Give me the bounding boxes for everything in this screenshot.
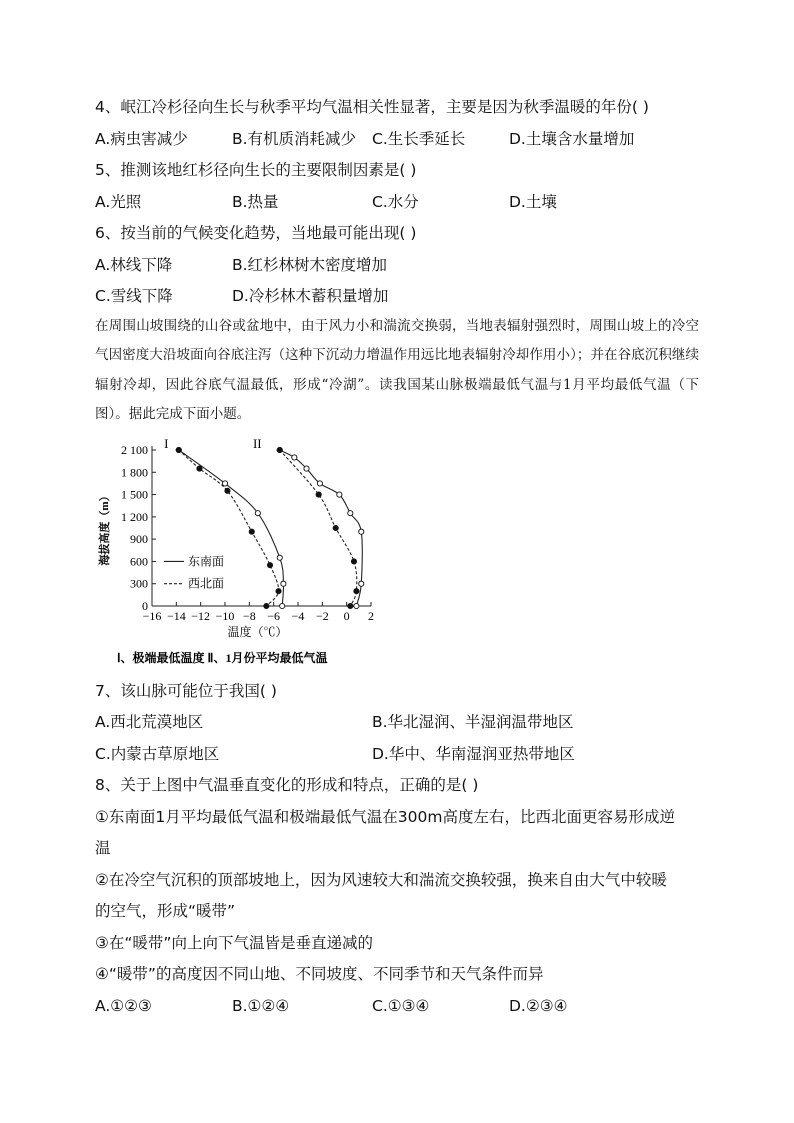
data-point [359,529,364,534]
y-tick-label: 0 [142,598,148,613]
data-point [348,603,353,608]
y-tick-label: 1 800 [121,464,148,479]
x-tick-label: 2 [368,608,374,623]
chart-labels [117,436,327,665]
data-point [333,525,338,530]
x-tick-label: −12 [191,608,211,623]
series-line-II-dashed [280,450,357,606]
q7-options-row1 [95,707,715,739]
data-point [264,603,269,608]
q8-statement-3: ③在“暖带”向上向下气温皆是垂直递减的 [95,933,373,952]
data-point [280,603,285,608]
data-point [255,510,260,515]
data-point [176,447,181,452]
q8-statement-1b: 温 [95,839,111,857]
x-tick-label: −4 [291,608,305,623]
data-point [348,510,353,515]
data-point [222,480,227,485]
x-tick-label: −8 [242,608,256,623]
y-tick-label: 900 [130,531,148,546]
data-point [292,454,297,459]
q5-option-c[interactable]: C.水分 [372,192,419,211]
x-tick-label: 0 [343,608,350,623]
question-sheet [95,92,715,1022]
x-tick-label: −10 [215,608,235,623]
series-line-II-solid [280,450,363,606]
data-point [277,447,282,452]
chart-axes [97,443,374,639]
q8-option-b[interactable]: B.①②④ [232,996,290,1015]
q8-statement-4: ④“暖带”的高度因不同山地、不同坡度、不同季节和天气条件而异 [95,965,544,983]
data-point [354,603,359,608]
q8-stem: 8、关于上图中气温垂直变化的形成和特点，正确的是( ) [95,776,479,794]
x-tick-label: −14 [166,608,186,623]
q6-option-b[interactable]: B.红杉林树木密度增加 [232,255,388,274]
q8-options [95,991,715,1023]
data-point [197,465,202,470]
q6-stem: 6、按当前的气候变化趋势，当地最可能出现( ) [95,224,417,242]
data-point [267,562,272,567]
y-tick-label: 1 200 [121,509,148,524]
q6-option-a[interactable]: A.林线下降 [95,255,173,274]
q5-option-b[interactable]: B.热量 [232,192,279,211]
data-point [277,555,282,560]
x-axis-label: 温度（℃） [227,624,288,639]
q4-options [95,124,715,156]
q8-option-c[interactable]: C.①③④ [372,996,430,1015]
q7-options-row2 [95,739,715,771]
data-point [276,588,281,593]
data-point [354,588,359,593]
y-axis-label: 海拔高度（m） [99,489,111,566]
q5-option-a[interactable]: A.光照 [95,192,142,211]
q6-options-row2 [95,281,715,313]
x-tick-label: −6 [267,608,281,623]
y-tick-label: 600 [130,553,148,568]
q5-options [95,187,715,219]
y-tick-label: 2 100 [121,442,148,457]
x-tick-label: −16 [142,608,162,623]
q4-option-c[interactable]: C.生长季延长 [372,129,466,148]
q8-statement-2a: ②在冷空气沉积的顶部坡地上，因为风速较大和湍流交换较强，换来自由大气中较暖 [95,870,667,889]
q5-option-d[interactable]: D.土壤 [509,192,557,211]
q7-option-b[interactable]: B.华北湿润、半湿润温带地区 [372,713,574,731]
q8-statement-1a: ①东南面1月平均最低气温和极端最低气温在300m高度左右，比西北面更容易形成逆 [95,807,675,826]
y-tick-label: 1 500 [121,487,148,502]
q4-option-b[interactable]: B.有机质消耗减少 [232,129,357,148]
q4-stem: 4、岷江冷杉径向生长与秋季平均气温相关性显著，主要是因为秋季温暖的年份( ) [95,98,649,116]
data-point [359,581,364,586]
legend-label-northwest: 西北面 [188,576,225,591]
data-point [317,480,322,485]
data-point [249,529,254,534]
legend-label-southeast: 东南面 [188,553,225,568]
q6-option-d[interactable]: D.冷杉林木蓄积量增加 [232,287,389,305]
q8-option-d[interactable]: D.②③④ [509,996,568,1015]
q6-options-row1 [95,250,715,282]
data-point [316,491,321,496]
temperature-altitude-figure [95,436,715,672]
data-point [225,488,230,493]
x-tick-label: −2 [315,608,329,623]
q8-option-a[interactable]: A.①②③ [95,996,152,1015]
q6-option-c[interactable]: C.雪线下降 [95,287,173,305]
q8-statement-2b: 的空气，形成“暖带” [95,902,236,920]
data-point [281,581,286,586]
y-tick-label: 300 [130,576,148,591]
q7-option-d[interactable]: D.华中、华南湿润亚热带地区 [372,744,575,763]
panel-label-i: I [164,435,169,451]
q5-stem: 5、推测该地红杉径向生长的主要限制因素是( ) [95,161,417,179]
panel-label-ii: II [252,435,262,451]
q7-option-a[interactable]: A.西北荒漠地区 [95,713,204,731]
reading-passage: 在周围山坡围绕的山谷或盆地中，由于风力小和湍流交换弱，当地表辐射强烈时，周围山坡上的冷空气因密度大沿坡面向谷底注泻（这种下沉动力增温作用远比地表辐射冷却作用小）；并在谷底沉积继续辐射冷却，因此谷底气温最低，形成“冷湖”。读我国某山脉极端最低气温与1月平均最低气温（下图）。据此完成下面小题。 [95,317,699,422]
temperature-altitude-chart [95,436,405,672]
q7-option-c[interactable]: C.内蒙古草原地区 [95,744,220,763]
data-point [351,558,356,563]
figure-caption: Ⅰ、极端最低温度 Ⅱ、1月份平均最低气温 [117,650,328,665]
q4-option-d[interactable]: D.土壤含水量增加 [509,129,635,148]
q4-option-a[interactable]: A.病虫害减少 [95,129,188,148]
q7-stem: 7、该山脉可能位于我国( ) [95,681,277,700]
data-point [337,491,342,496]
data-point [304,465,309,470]
